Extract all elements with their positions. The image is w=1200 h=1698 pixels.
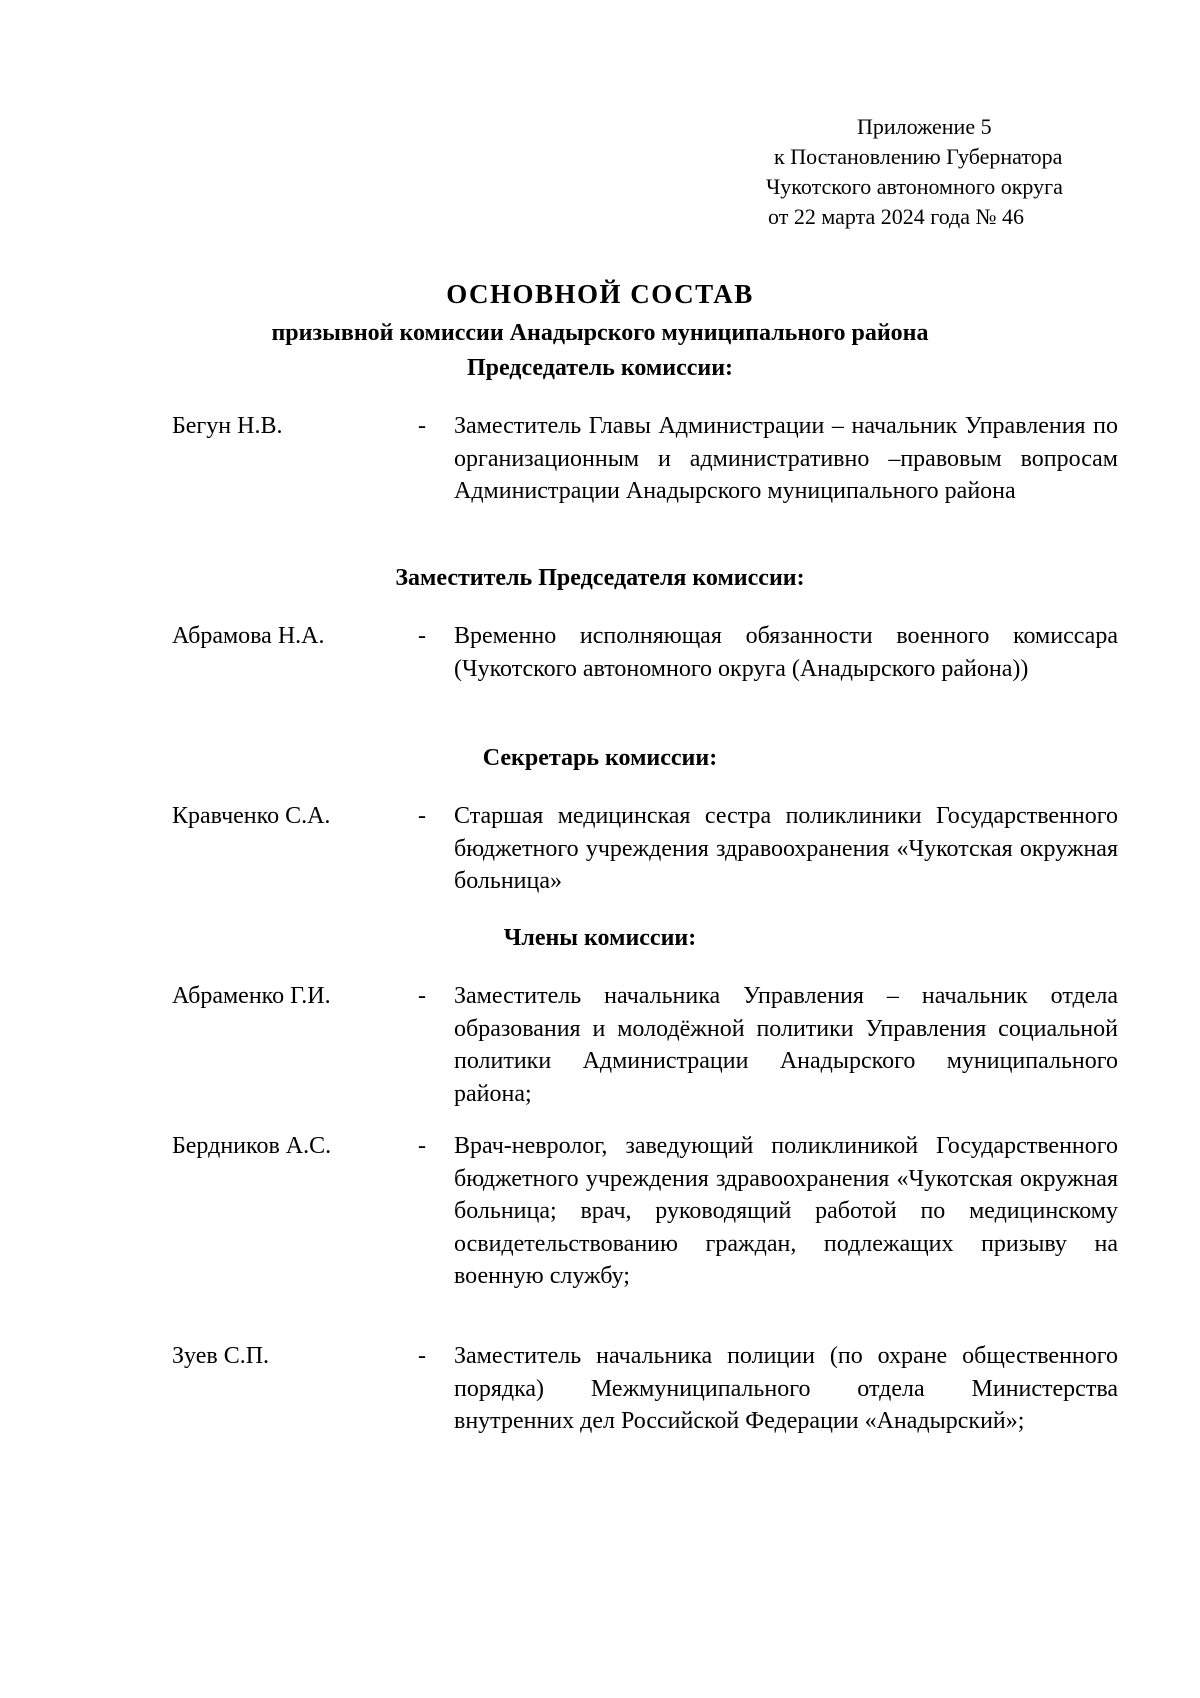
member-entry	[172, 620, 1118, 685]
member-position: Старшая медицинская сестра поликлиники Государственного бюджетного учреждения здравоохранения «Чукотская окружная больница»	[454, 803, 1118, 894]
member-position: Заместитель Главы Администрации – начальник Управления по организационным и административно –правовым вопросам Администрации Анадырского муниципального района	[454, 413, 1118, 504]
member-position: Врач-невролог, заведующий поликлиникой Государственного бюджетного учреждения здравоохранения «Чукотская окружная больница; врач, руководящий работой по медицинскому освидетельствованию граждан, подлежащих призыву на военную службу;	[454, 1133, 1118, 1289]
document-subtitle: призывной комиссии Анадырского муниципального района	[271, 320, 929, 346]
appendix-resolution: к Постановлению Губернатора	[774, 144, 1063, 169]
member-position: Заместитель начальника полиции (по охране общественного порядка) Межмуниципального отдела Министерства внутренних дел Российской Федерации «Анадырский»;	[454, 1343, 1118, 1434]
member-name: Абрамова Н.А.	[172, 623, 325, 649]
appendix-block	[760, 112, 1140, 232]
document-title: ОСНОВНОЙ СОСТАВ	[446, 279, 754, 309]
member-dash: -	[418, 983, 426, 1009]
member-position: Заместитель начальника Управления – начальник отдела образования и молодёжной политики Управления социальной политики Администрации Анадырского муниципального района;	[454, 983, 1118, 1107]
section-heading-chairman: Председатель комиссии:	[466, 355, 734, 381]
appendix-number: Приложение 5	[857, 114, 992, 139]
appendix-region: Чукотского автономного округа	[766, 174, 1063, 199]
member-position: Временно исполняющая обязанности военного комиссара (Чукотского автономного округа (Анадырского района))	[454, 623, 1118, 682]
member-name: Кравченко С.А.	[172, 803, 331, 829]
section-heading-secretary: Секретарь комиссии:	[482, 745, 718, 771]
member-entry	[172, 410, 1118, 508]
member-entry	[172, 1130, 1118, 1293]
member-name: Зуев С.П.	[172, 1343, 270, 1369]
member-name: Абраменко Г.И.	[172, 983, 331, 1009]
section-heading-deputy: Заместитель Председателя комиссии:	[395, 565, 805, 591]
member-dash: -	[418, 1343, 426, 1369]
appendix-date: от 22 марта 2024 года № 46	[768, 204, 1025, 229]
member-dash: -	[418, 803, 426, 829]
member-dash: -	[418, 623, 426, 649]
section-heading-members: Члены комиссии:	[503, 925, 697, 951]
member-dash: -	[418, 413, 426, 439]
member-entry	[172, 800, 1118, 898]
member-name: Бегун Н.В.	[172, 413, 283, 439]
member-name: Бердников А.С.	[172, 1133, 332, 1159]
member-dash: -	[418, 1133, 426, 1159]
member-entry	[172, 1340, 1118, 1438]
member-entry	[172, 980, 1118, 1110]
